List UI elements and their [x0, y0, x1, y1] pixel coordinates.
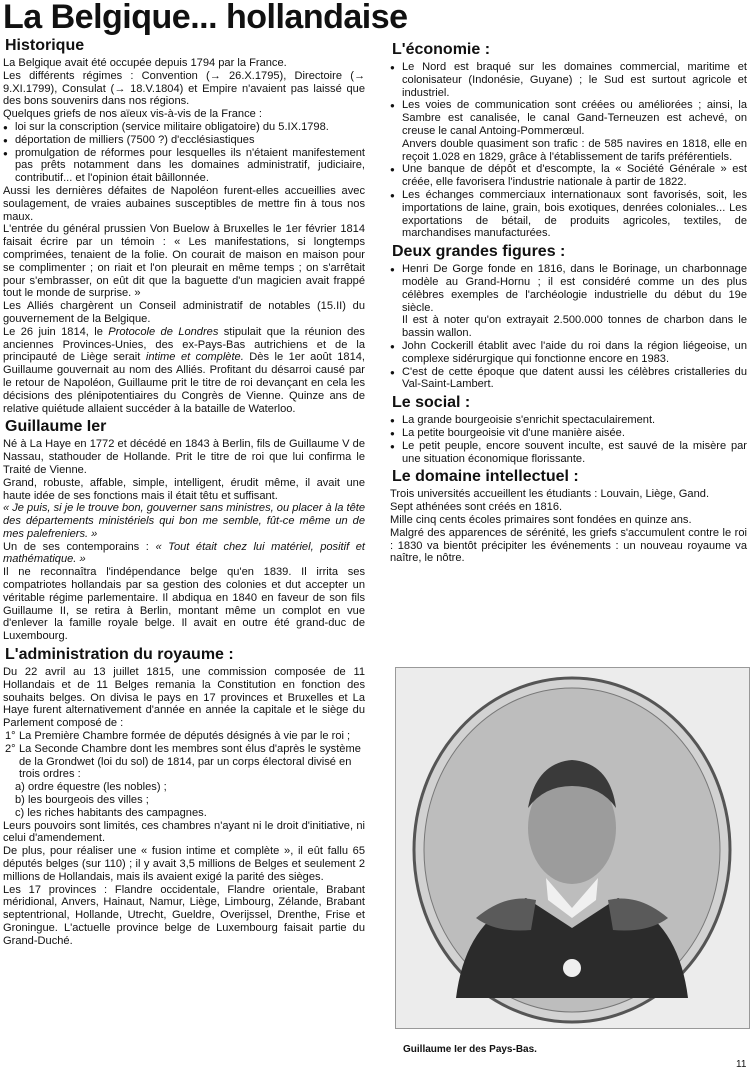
text-run: Un de ses contemporains : [3, 540, 156, 553]
sub-item: b) les bourgeois des villes ; [15, 794, 149, 807]
heading-guillaume: Guillaume Ier [5, 418, 107, 436]
paragraph: Mille cinq cents écoles primaires sont fondées en quinze ans. [390, 513, 692, 526]
text-run: Dès le 1er août 1814, Guillaume gouvernait au nom des Alliés. Profitant du désarroi causé par le retour de Napoléon, Guillaume prit le titre de roi devançant en cela les décisions des plénipotentiaires du Congrès de Vienne. Quinze ans de relative quiétude allaient succéder à la bataille de Waterloo. [3, 351, 366, 415]
list-item: ● loi sur la conscription (service militaire obligatoire) du 5.IX.1798. [3, 121, 365, 134]
image-caption: Guillaume Ier des Pays-Bas. [403, 1044, 537, 1055]
list-item: ● promulgation de réformes pour lesquelles ils n'étaient manifestement pas prêts notamment dans les domaines administratif, judiciaire, contributif... et l'opinion était bâillonnée. [3, 147, 365, 185]
item-text: Henri De Gorge fonde en 1816, dans le Borinage, un charbonnage modèle au Grand-Hornu ; il est considéré comme un des plus célèbres exemples de l'archéologie industrielle du début du 19e siècle. [402, 263, 747, 314]
list-item: ● Le Nord est braqué sur les domaines commercial, maritime et colonisateur (Indonésie, Guyane) ; le Sud est surtout agricole et industriel. [390, 61, 747, 99]
paragraph: La Belgique avait été occupée depuis 1794 par la France. [3, 57, 287, 69]
list-item: ● déportation de milliers (7500 ?) d'ecclésiastiques [3, 134, 365, 147]
paragraph: De plus, pour réaliser une « fusion intime et complète », il eût fallu 65 députés belges (sur 110) ; il y avait 3,5 millions de Belges et seulement 2 millions de Hollandais, mais ils avaient exigé la parité des sièges. [3, 845, 365, 883]
list-item [390, 263, 747, 340]
heading-historique: Historique [5, 37, 85, 54]
left-column [3, 0, 408, 948]
paragraph: Il ne reconnaîtra l'indépendance belge qu'en 1839. Il irrita ses compatriotes hollandais par sa gestion des colonies et dut accepter un véritable régime parlementaire. Il abdiqua en 1840 en faveur de son fils Guillaume II, se retira à Berlin, montant même un complot en vue d'enlever la famille royale belge. Il avait en outre été grand-duc de Luxembourg. [3, 566, 365, 643]
paragraph: L'entrée du général prussien Von Buelow à Bruxelles le 1er février 1814 faisait écrire par un témoin : « Les manifestations, si longtemps comprimées, tenaient de la folie. On courait de maison en maison pour se complimenter ; on riait et l'on pleurait en même temps ; on s'arrêtait pour s'embrasser, on eût dit que la baguette d'un magicien avait frappé tout le monde de surprise. » [3, 223, 365, 300]
paragraph: Leurs pouvoirs sont limités, ces chambres n'ayant ni le droit d'initiative, ni celui d'amendement. [3, 819, 365, 845]
paragraph [3, 541, 365, 567]
item-text: La Seconde Chambre dont les membres sont élus d'après le système de la Grondwet (loi du sol) de 1814, par un corps électoral divisé en trois ordres : [19, 742, 361, 781]
paragraph: Grand, robuste, affable, simple, intelligent, érudit même, il avait une haute idée de ses fonctions mais il était têtu et suffisant. [3, 476, 365, 502]
paragraph: Aussi les dernières défaites de Napoléon furent-elles accueillies avec soulagement, de vraies aubaines susceptibles de mettre fin à tous nos maux. [3, 184, 365, 223]
item-text: Anvers double quasiment son trafic : de 585 navires en 1818, elle en reçoit 1.028 en 1829, grâce à l'établissement de tarifs préférentiels. [402, 137, 747, 163]
heading-economie: L'économie : [392, 41, 491, 58]
item-text: Les voies de communication sont créées ou améliorées ; ainsi, la Sambre est canalisée, le canal Gand-Terneuzen est achevé, on creuse le canal Antoing-Pommerœul. [402, 99, 747, 137]
item-text: Il est à noter qu'on extrayait 2.500.000 tonnes de charbon dans le bassin wallon. [402, 314, 747, 340]
list-item: ● Les échanges commerciaux internationaux sont favorisés, soit, les importations de laine, grain, bois exotiques, denrées coloniales... Les exportations de bétail, de produits agricoles, textiles, de marchandises manufacturées. [390, 189, 747, 240]
list-item: ● La petite bourgeoisie vit d'une manière aisée. [390, 427, 747, 440]
list-item: ● Une banque de dépôt et d'escompte, la « Société Générale » est créée, elle favorisera l'industrie nationale à partir de 1822. [390, 163, 747, 189]
quote-paragraph: « Je puis, si je le trouve bon, gouverner sans ministres, ou placer à la tête des départements ministériels qui bon me semble, fût-ce même un de mes palefreniers. » [3, 502, 365, 540]
sub-item: a) ordre équestre (les nobles) ; [15, 781, 167, 794]
list-item: ● La grande bourgeoisie s'enrichit spectaculairement. [390, 414, 747, 427]
paragraph: Quelques griefs de nos aïeux vis-à-vis de la France : [3, 108, 262, 121]
economie-list [390, 61, 747, 240]
heading-intellectuel: Le domaine intellectuel : [392, 468, 579, 486]
social-list [390, 414, 747, 465]
paragraph: Malgré des apparences de sérénité, les griefs s'accumulent contre le roi : 1830 va bientôt précipiter les événements : un nouveau royaume va naître, le nôtre. [390, 526, 747, 565]
list-item: ● John Cockerill établit avec l'aide du roi dans la région liégeoise, un complexe sidérurgique qui fonctionne encore en 1983. [390, 340, 747, 366]
text-run: stipulait que la réunion des anciennes Provinces-Unies, des ex-Pays-Bas autrichiens et de la principauté de Liège serait [3, 325, 365, 364]
griefs-list [3, 121, 365, 185]
text-run: Le 26 juin 1814, le [3, 325, 109, 338]
portrait-image [395, 667, 750, 1029]
list-item: ● Le petit peuple, encore souvent inculte, est sauvé de la misère par une situation économique florissante. [390, 440, 747, 466]
numbered-item [3, 743, 365, 781]
numbered-item [3, 730, 365, 743]
text-run-italic: intime et complète. [145, 351, 244, 364]
item-number: 2° [5, 742, 16, 755]
paragraph: Sept athénées sont créés en 1816. [390, 501, 563, 514]
paragraph: Du 22 avril au 13 juillet 1815, une commission composée de 11 Hollandais et de 11 Belges remania la Constitution en fonction des souhaits belges. On divisa le pays en 17 provinces et Bruxelles et La Haye furent alternativement d'année en année la capitale et le siège du Parlement composé de : [3, 666, 365, 730]
paragraph [3, 326, 365, 416]
heading-social: Le social : [392, 394, 471, 412]
paragraph: Né à La Haye en 1772 et décédé en 1843 à Berlin, fils de Guillaume V de Nassau, stathouder de Hollande. Prit le titre de roi que lui confirma le Traité de Vienne. [3, 438, 365, 476]
sub-item: c) les riches habitants des campagnes. [15, 806, 207, 819]
text-run-italic: « Tout était chez lui matériel, positif et mathématique. » [3, 540, 366, 566]
paragraph: Les Alliés chargèrent un Conseil administratif de notables (15.II) du gouvernement de la Belgique. [3, 300, 365, 325]
item-number: 1° [5, 730, 16, 743]
paragraph: Les différents régimes : Convention (→ 26.X.1795), Directoire (→ 9.XI.1799), Consulat (→ 18.V.1804) et Empire n'avaient pas laissé que des bons souvenirs dans nos régions. [3, 69, 365, 108]
paragraph: Les 17 provinces : Flandre occidentale, Flandre orientale, Brabant méridional, Anvers, Hainaut, Namur, Liège, Limbourg, Zélande, Brabant septentrional, Hollande, Utrecht, Gueldre, Overijssel, Drenthe, Frise et Groningue. L'actuelle province belge de Luxembourg faisait partie du Grand-Duché. [3, 883, 365, 947]
page-number: 11 [736, 1059, 747, 1070]
list-item: ● C'est de cette époque que datent aussi les célèbres cristalleries du Val-Saint-Lambert. [390, 366, 747, 392]
page-title: La Belgique... hollandaise [3, 0, 408, 36]
text-run-italic: Protocole de Londres [108, 325, 219, 338]
right-column [390, 38, 747, 565]
list-item [390, 99, 747, 163]
heading-figures: Deux grandes figures : [392, 243, 566, 261]
paragraph: Trois universités accueillent les étudiants : Louvain, Liège, Gand. [390, 488, 710, 501]
portrait-illustration [396, 668, 749, 1028]
figures-list [390, 263, 747, 391]
heading-administration: L'administration du royaume : [5, 646, 234, 664]
item-text: La Première Chambre formée de députés désignés à vie par le roi ; [19, 730, 351, 743]
